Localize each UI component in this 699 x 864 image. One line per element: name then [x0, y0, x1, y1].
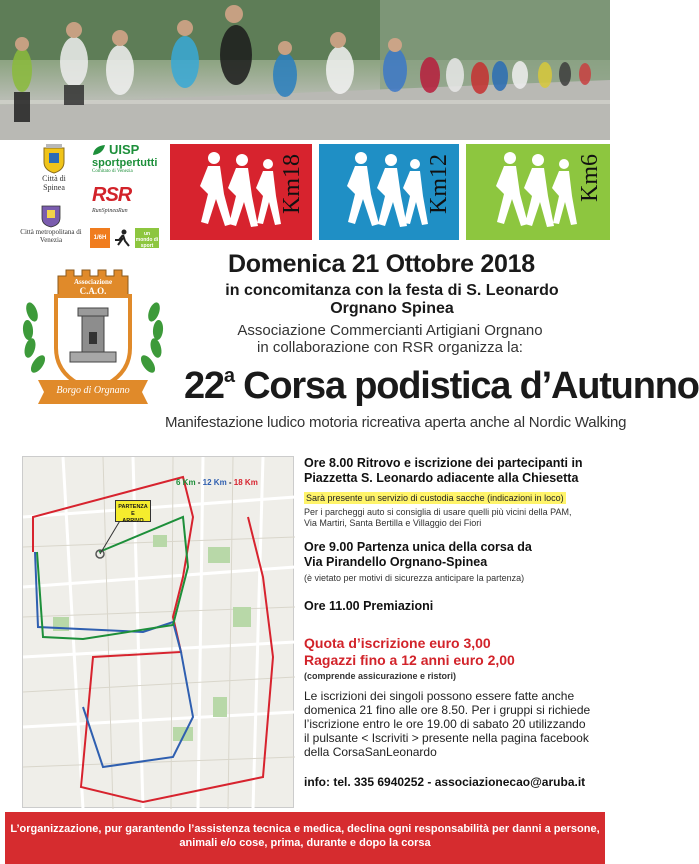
- spinea-crest-icon: [41, 144, 67, 174]
- parcheggi-line-2: Via Martiri, Santa Bertilla e Villaggio dei Fiori: [304, 518, 482, 528]
- iscrizioni-line-3: l’iscrizione entro le ore 19.00 di sabato 20 utilizzando: [304, 717, 586, 731]
- schedule-partenza: [304, 540, 594, 584]
- disclaimer-footer: [5, 812, 605, 864]
- partenza-line-2: Via Pirandello Orgnano-Spinea: [304, 555, 488, 569]
- panel-km6: [466, 144, 610, 240]
- title-number: 22: [184, 365, 224, 407]
- km12-label: Km12: [426, 154, 452, 214]
- runners-illustration: [0, 0, 610, 140]
- partenza-line-1: Ore 9.00 Partenza unica della corsa da: [304, 540, 532, 554]
- event-subtitle: Manifestazione ludico motoria ricreativa aperta anche al Nordic Walking: [165, 414, 627, 431]
- sport-world-logo: un mondo di sport: [135, 228, 159, 248]
- event-organizer: [200, 322, 580, 356]
- title-ordinal: a: [223, 365, 234, 387]
- iscrizioni-block: [304, 689, 594, 759]
- cao-name: C.A.O.: [79, 286, 107, 296]
- partenza-warning: (è vietato per motivi di sicurezza anticipare la partenza): [304, 573, 525, 583]
- iscrizioni-line-1: Le iscrizioni dei singoli possono essere fatte anche: [304, 689, 575, 703]
- premiazioni-text: Ore 11.00 Premiazioni: [304, 599, 434, 613]
- schedule-ritrovo: [304, 456, 594, 486]
- quota-line-2: Ragazzi fino a 12 anni euro 2,00: [304, 652, 515, 668]
- start-line-2: E: [131, 511, 135, 517]
- uisp-name: UISP: [109, 142, 140, 157]
- ritrovo-line-2: Piazzetta S. Leonardo adiacente alla Chiesetta: [304, 471, 579, 485]
- sixh-logo: 1/6H: [90, 228, 110, 248]
- iscrizioni-line-4: il pulsante < Iscriviti > presente nella pagina facebook: [304, 731, 589, 745]
- sponsor-logos: [0, 140, 168, 255]
- spinea-logo: [30, 144, 78, 192]
- contact-info: [304, 775, 594, 790]
- organizer-line-1: Associazione Commercianti Artigiani Orgnano: [237, 322, 543, 339]
- legend-12km: 12 Km: [202, 478, 227, 487]
- runner-icon: [112, 228, 132, 248]
- parcheggi-line-1: Per i parcheggi auto si consiglia di usare quelli più vicini della PAM,: [304, 507, 572, 517]
- metro-venezia-logo: [14, 204, 88, 244]
- panel-km18: [170, 144, 312, 240]
- rsr-logo: [92, 184, 164, 216]
- quota-line-1: Quota d’iscrizione euro 3,00: [304, 635, 491, 651]
- map-legend: [176, 478, 258, 487]
- start-finish-label: [115, 500, 151, 522]
- uisp-logo: [92, 142, 164, 175]
- concurrent-line-2: Orgnano Spinea: [330, 300, 454, 317]
- custodia-highlight: Sarà presente un servizio di custodia sacche (indicazioni in loco): [306, 493, 564, 503]
- event-concurrent: [212, 282, 572, 318]
- concurrent-line-1: in concomitanza con la festa di S. Leonardo: [225, 282, 559, 299]
- iscrizioni-line-2: domenica 21 fino alle ore 8.50. Per i gruppi si richiede: [304, 703, 591, 717]
- title-text: Corsa podistica d’Autunno: [233, 365, 699, 407]
- cao-logo: [18, 262, 168, 412]
- start-line-1: PARTENZA: [118, 504, 148, 510]
- uisp-committee: Comitato di Venezia: [92, 169, 133, 174]
- contact-text: info: tel. 335 6940252 - associazionecao@aruba.it: [304, 775, 586, 789]
- parcheggi-note: [304, 507, 594, 529]
- legend-6km: 6 Km: [176, 478, 196, 487]
- uisp-tagline: sportpertutti: [92, 157, 158, 169]
- cao-top-text: Associazione: [73, 278, 113, 286]
- ritrovo-line-1: Ore 8.00 Ritrovo e iscrizione dei partecipanti in: [304, 456, 583, 470]
- event-date: Domenica 21 Ottobre 2018: [228, 250, 535, 278]
- start-line-3: ARRIVO: [122, 518, 144, 524]
- route-map: [22, 456, 294, 808]
- metro-venezia-label: Città metropolitana di Venezia: [20, 228, 82, 244]
- cao-ribbon-text: Borgo di Orgnano: [56, 385, 130, 396]
- schedule-premiazioni: [304, 599, 594, 614]
- legend-sep-1: -: [195, 478, 203, 487]
- custodia-note: [304, 488, 594, 506]
- km6-label: Km6: [577, 154, 603, 202]
- spinea-label: Città di Spinea: [42, 174, 66, 192]
- disclaimer-line-1: L’organizzazione, pur garantendo l’assistenza tecnica e medica, declina ogni responsabilità per danni a persone,: [10, 823, 600, 835]
- legend-18km: 18 Km: [233, 478, 258, 487]
- quota-block: [304, 635, 594, 682]
- hero-photo-runners: [0, 0, 610, 140]
- rsr-subtitle: RunSpineaRun: [92, 208, 128, 214]
- uisp-leaf-icon: [92, 144, 106, 156]
- organizer-line-2: in collaborazione con RSR organizza la:: [257, 339, 523, 356]
- km18-label: Km18: [279, 154, 305, 214]
- metro-crest-icon: [40, 204, 62, 228]
- route-map-drawing: [23, 457, 295, 809]
- rsr-name: RSR: [92, 184, 132, 206]
- quota-includes: (comprende assicurazione e ristori): [304, 671, 457, 681]
- iscrizioni-line-5: della CorsaSanLeonardo: [304, 745, 437, 759]
- panel-km12: [319, 144, 459, 240]
- legend-sep-2: -: [226, 478, 234, 487]
- disclaimer-line-2: animali e/o cose, prima, durante e dopo la corsa: [179, 837, 431, 849]
- event-title: [184, 365, 699, 408]
